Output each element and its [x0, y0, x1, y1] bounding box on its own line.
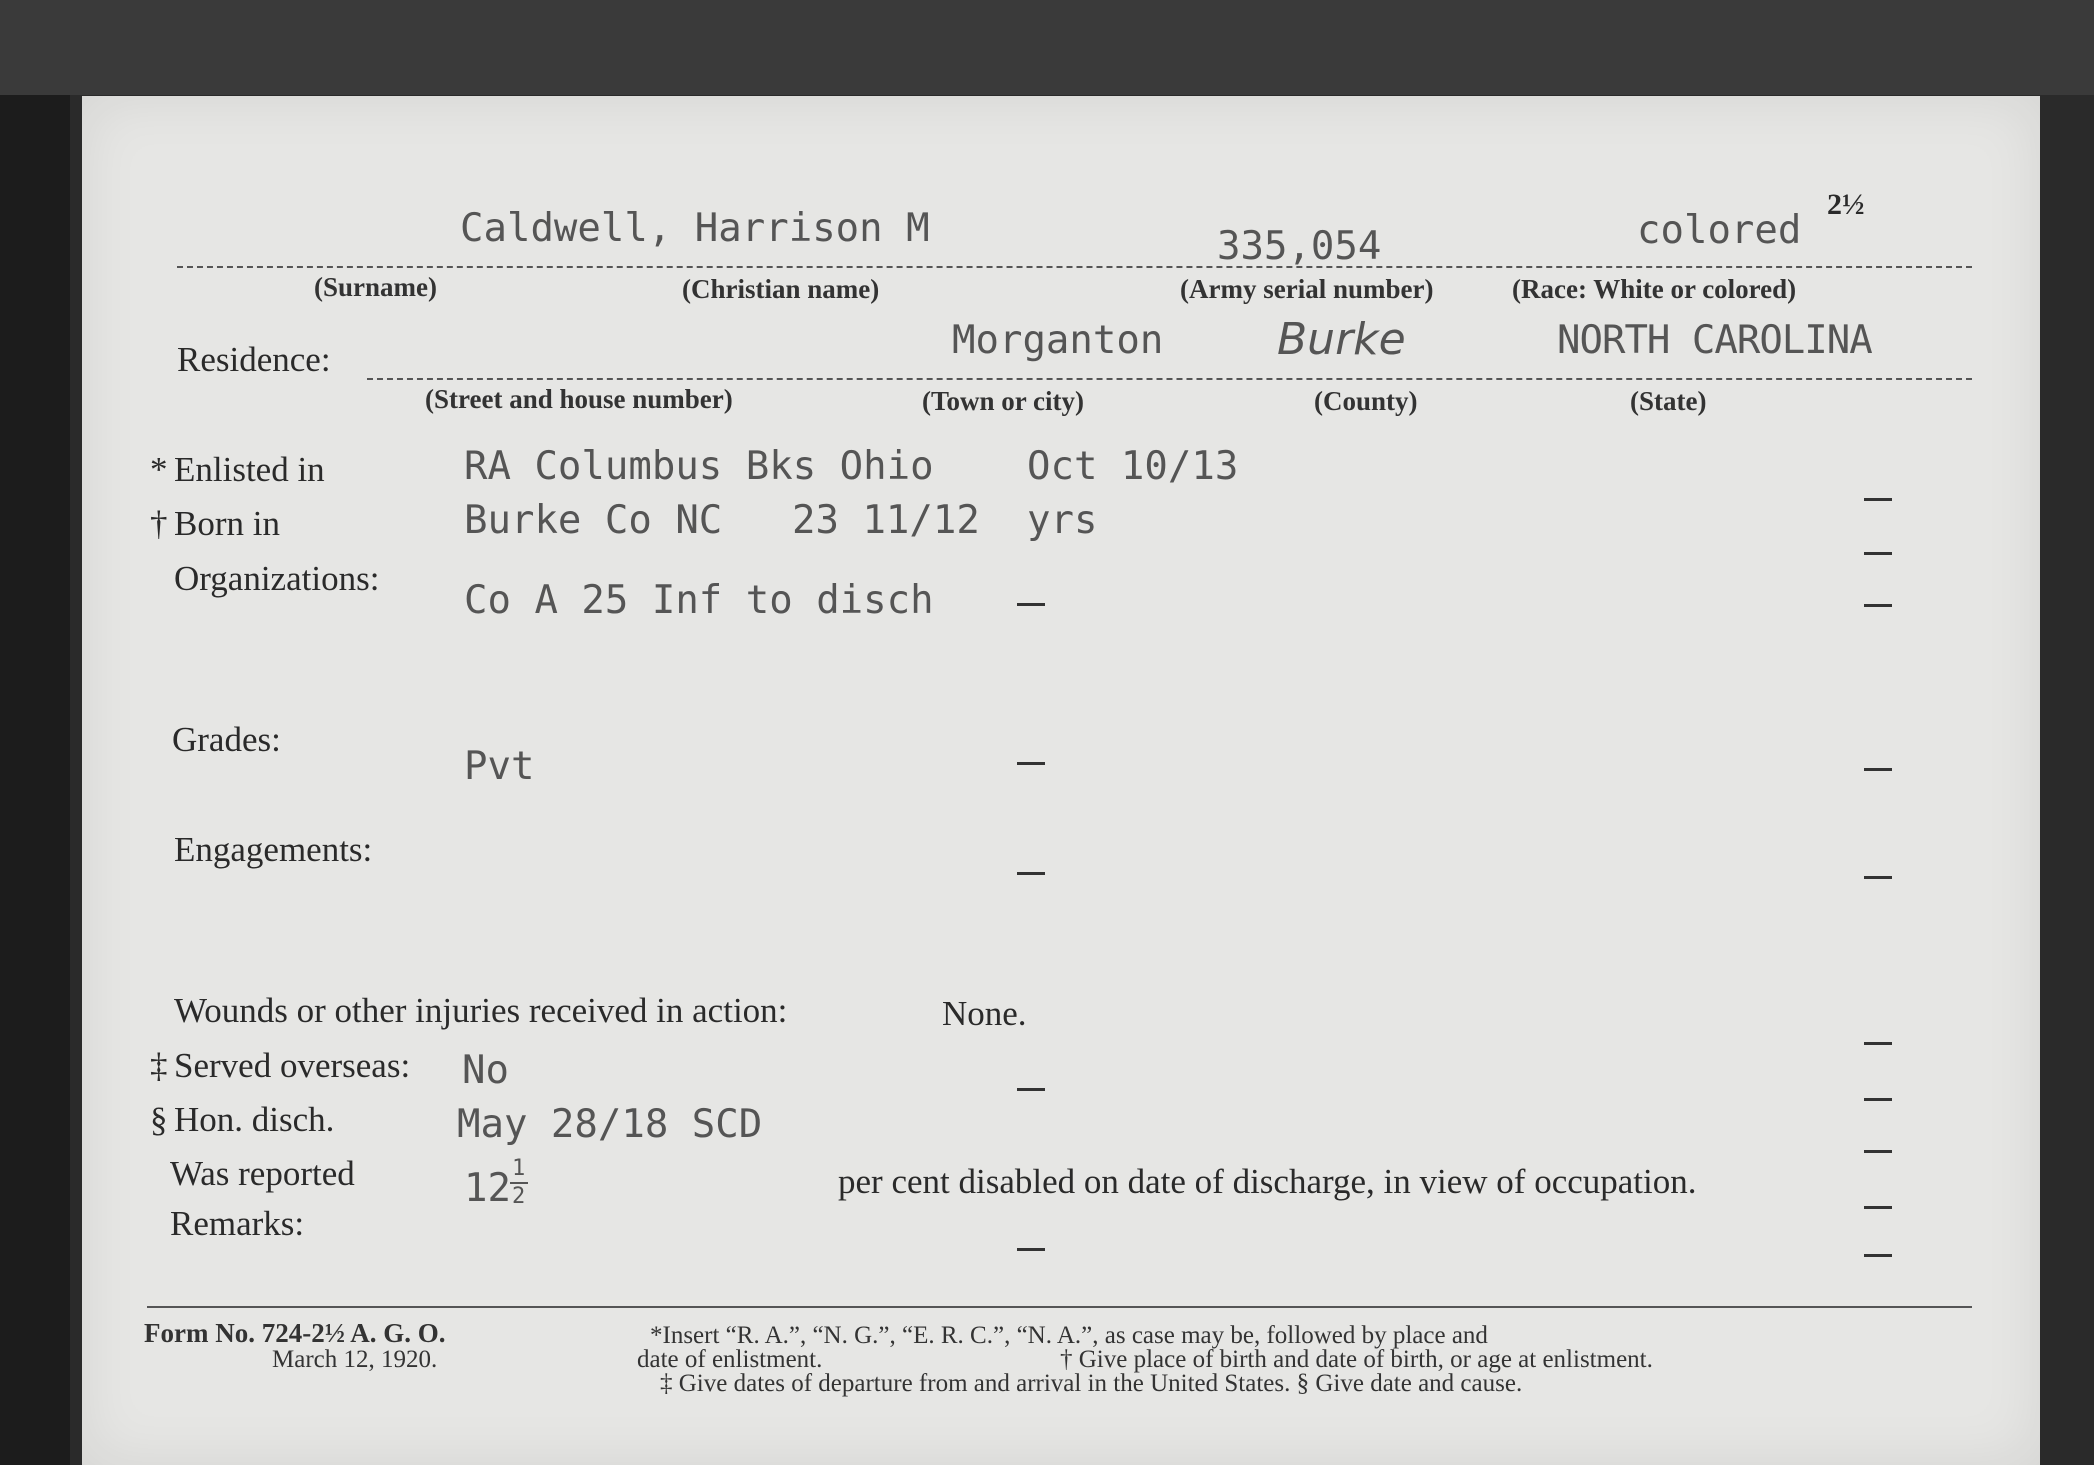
served-overseas-mark: ‡	[150, 1046, 168, 1085]
reported-value-denominator: 2	[512, 1184, 526, 1209]
born-age: 23 11/12	[792, 498, 980, 543]
hon-disch-label: Hon. disch.	[174, 1100, 335, 1139]
background-top	[0, 0, 2094, 95]
footer-note-enlistment-cont: date of enlistment.	[637, 1346, 823, 1373]
serial-number-value: 335,054	[1217, 224, 1382, 269]
footer-line	[147, 1306, 1972, 1308]
form-number: Form No. 724-2½ A. G. O.	[144, 1318, 446, 1348]
born-value: Burke Co NC	[464, 498, 723, 543]
grades-value: Pvt	[464, 744, 535, 789]
organizations-dash-mid	[1017, 603, 1045, 606]
residence-line	[367, 378, 1972, 380]
service-card	[82, 96, 2040, 1465]
form-date: March 12, 1920.	[272, 1346, 438, 1373]
county-caption: (County)	[1314, 386, 1418, 416]
enlisted-value: RA Columbus Bks Ohio	[464, 444, 934, 489]
reported-value-whole: 12	[464, 1166, 511, 1211]
organizations-value: Co A 25 Inf to disch	[464, 578, 934, 623]
reported-label: Was reported	[170, 1154, 355, 1193]
enlisted-dash	[1864, 498, 1892, 501]
surname-caption: (Surname)	[314, 272, 437, 302]
residence-label: Residence:	[177, 340, 331, 379]
county-value: Burke	[1277, 314, 1406, 365]
race-caption: (Race: White or colored)	[1512, 274, 1797, 304]
street-caption: (Street and house number)	[425, 384, 733, 414]
footer-note-birth: † Give place of birth and date of birth, or age at enlistment.	[1060, 1346, 1653, 1373]
wounds-label: Wounds or other injuries received in action:	[174, 991, 788, 1030]
enlisted-date: Oct 10/13	[1027, 444, 1239, 489]
reported-value-numerator: 1	[512, 1156, 526, 1181]
town-caption: (Town or city)	[922, 386, 1084, 416]
engagements-dash	[1864, 876, 1892, 879]
hon-disch-mark: §	[150, 1100, 168, 1139]
town-value: Morganton	[952, 318, 1164, 363]
remarks-dash-mid	[1017, 1248, 1045, 1251]
born-label: Born in	[174, 504, 280, 543]
hon-disch-value: May 28/18 SCD	[457, 1102, 763, 1147]
born-age-unit: yrs	[1027, 498, 1098, 543]
race-value: colored	[1637, 208, 1802, 253]
wounds-dash	[1864, 1042, 1892, 1045]
born-mark: †	[150, 504, 168, 543]
remarks-label: Remarks:	[170, 1204, 305, 1243]
wounds-value: None.	[942, 994, 1027, 1033]
enlisted-label: Enlisted in	[174, 450, 325, 489]
christian-name-caption: (Christian name)	[682, 274, 880, 304]
hon-disch-dash	[1864, 1150, 1892, 1153]
header-line	[177, 266, 1972, 268]
served-overseas-dash	[1864, 1098, 1892, 1101]
grades-label: Grades:	[172, 720, 281, 759]
name-value: Caldwell, Harrison M	[460, 206, 930, 251]
army-serial-caption: (Army serial number)	[1180, 274, 1434, 304]
engagements-dash-mid	[1017, 872, 1045, 875]
state-caption: (State)	[1630, 386, 1707, 416]
served-overseas-value: No	[462, 1048, 509, 1093]
footer-note-enlistment: *Insert “R. A.”, “N. G.”, “E. R. C.”, “N. A.”, as case may be, followed by place and	[650, 1322, 1488, 1349]
enlisted-mark: *	[150, 450, 168, 489]
grades-dash-mid	[1017, 762, 1045, 765]
served-overseas-dash-mid	[1017, 1088, 1045, 1091]
grades-dash	[1864, 768, 1892, 771]
corner-note: 2½	[1827, 188, 1865, 221]
reported-dash	[1864, 1206, 1892, 1209]
organizations-dash	[1864, 604, 1892, 607]
background-left	[0, 0, 70, 1465]
organizations-label: Organizations:	[174, 559, 380, 598]
served-overseas-label: Served overseas:	[174, 1046, 411, 1085]
engagements-label: Engagements:	[174, 830, 373, 869]
born-dash	[1864, 552, 1892, 555]
reported-suffix: per cent disabled on date of discharge, in view of occupation.	[838, 1162, 1697, 1201]
footer-note-overseas: ‡ Give dates of departure from and arrival in the United States. § Give date and cause.	[660, 1370, 1523, 1397]
state-value: NORTH CAROLINA	[1557, 318, 1872, 363]
remarks-dash	[1864, 1254, 1892, 1257]
